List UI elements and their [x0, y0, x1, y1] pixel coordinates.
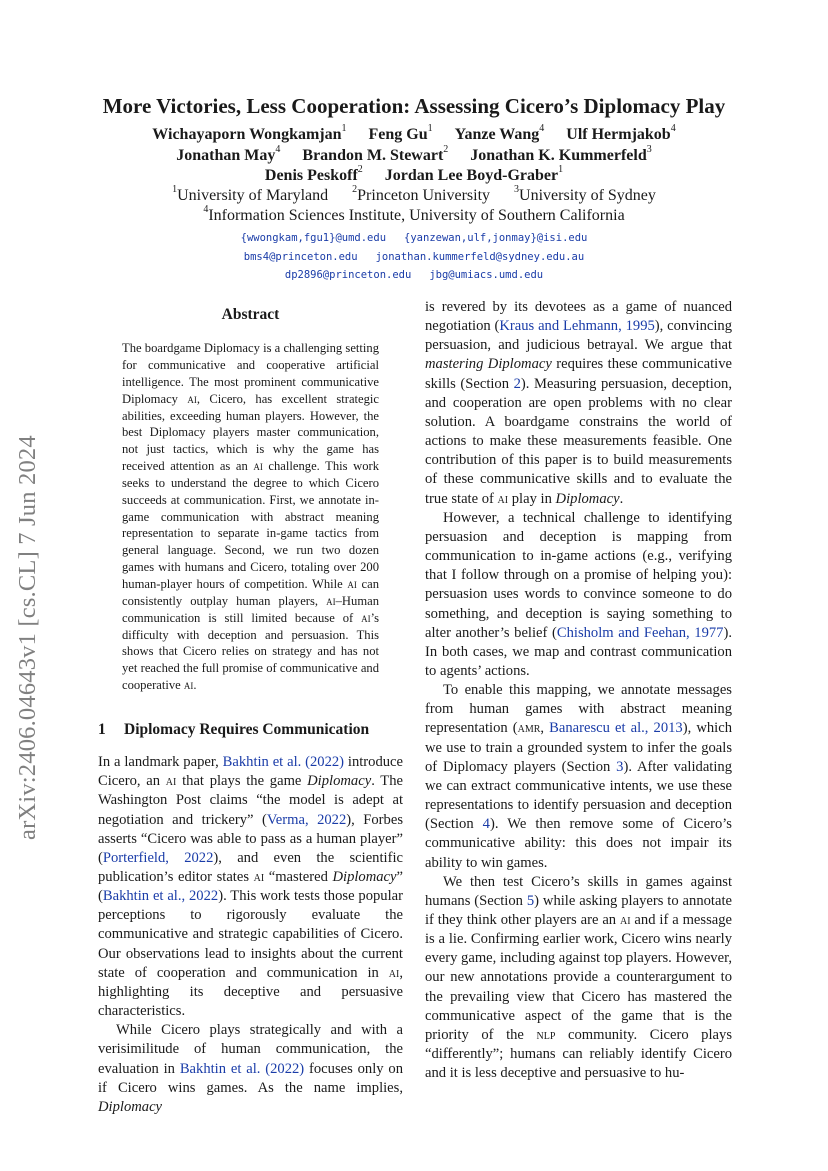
text-run: ), which we use to train a grounded system to infer the goals of Diplomacy players (Section: [425, 720, 732, 775]
affiliation-line-1: [0, 184, 828, 205]
text-run: ). This work tests those popular perceptions to rigorously evaluate the communicative and strategic capabilities of Cicero. Our observations lead to insights about the current state of cooperation and communication in: [98, 888, 403, 981]
text-run: , Cicero, has excellent strategic abilities, exceeding human players. However, the best Diplomacy players master communication, not just tactics, which is why the game has received attention as an: [122, 391, 380, 474]
text-run: that plays the game: [176, 773, 308, 790]
citation-link[interactable]: Bakhtin et al. (2022): [222, 754, 345, 771]
text-run: “mastered: [264, 868, 333, 885]
author-name: [470, 144, 652, 164]
text-run: challenge. This work seeks to understand the degree to which Cicero succeeds at communication. First, we annotate in-game communication with abstract meaning representation to separate in-game tactics from general language. Second, we run two dozen games with humans and Cicero, totaling over 200 human-player hours of competition. While: [122, 459, 379, 591]
author-superscript: 3: [646, 144, 652, 155]
text-run: introduce Cicero, an: [98, 754, 404, 790]
email-line-1: [0, 232, 828, 244]
author-name-text: Feng Gu: [368, 126, 428, 143]
citation-link[interactable]: 3: [616, 758, 624, 775]
acronym: ai: [619, 912, 631, 928]
author-line-3: [0, 164, 828, 185]
paragraph: [425, 873, 732, 1084]
affiliation-name: University of Sydney: [519, 187, 656, 204]
citation-link[interactable]: 2: [513, 375, 521, 392]
email-address: bms4@princeton.edu: [243, 251, 358, 263]
affiliation-name: Information Sciences Institute, University of Southern California: [208, 207, 625, 224]
right-body-text: [425, 298, 732, 1083]
left-column: [98, 298, 403, 1117]
text-run: ” (: [98, 868, 403, 905]
text-run: We then test Cicero’s skills in games against humans (Section: [425, 873, 732, 909]
text-run: focuses only on if Cicero wins games. As the name implies,: [98, 1060, 403, 1096]
citation-link[interactable]: Bakhtin et al., 2022: [102, 888, 219, 905]
acronym: ai: [388, 964, 400, 981]
citation-link[interactable]: Chisholm and Feehan, 1977: [556, 624, 724, 641]
author-name-text: Denis Peskoff: [264, 167, 358, 184]
affiliation-line-2: [0, 204, 828, 225]
author-name: [368, 123, 433, 143]
author-superscript: 1: [427, 123, 433, 134]
email-line-2: [0, 251, 828, 263]
section-title: Diplomacy Requires Communication: [124, 720, 370, 738]
author-name: [384, 164, 564, 184]
email-address: {yanzewan,ulf,jonmay}@isi.edu: [404, 232, 588, 244]
emphasis: Diplomacy: [332, 868, 397, 885]
text-run: play in: [508, 490, 556, 507]
email-address: jbg@umiacs.umd.edu: [429, 269, 544, 281]
text-run: ), convincing persuasion, and judicious betrayal. We argue that: [425, 318, 732, 354]
affiliation-name: University of Maryland: [177, 187, 329, 204]
text-run: While Cicero plays strategically and with a verisimilitude of human communication, the evaluation in: [98, 1022, 403, 1077]
text-run: In a landmark paper,: [98, 754, 223, 771]
text-run: ’s difficulty with deception and persuasion. This shows that Cicero relies on strategy and has not yet reached the full promise of communicative and cooperative: [122, 610, 379, 693]
author-superscript: 2: [443, 144, 449, 155]
citation-link[interactable]: 4: [482, 816, 490, 833]
affiliation: [172, 184, 329, 204]
author-superscript: 1: [341, 123, 347, 134]
author-name: [152, 123, 347, 143]
paragraph: [425, 681, 732, 873]
citation-link[interactable]: Banarescu et al., 2013: [549, 720, 683, 737]
paragraph: [98, 753, 403, 1021]
emphasis: Diplomacy: [307, 773, 372, 790]
text-run: requires these communicative skills (Section: [425, 356, 732, 392]
author-name-text: Yanze Wang: [454, 126, 540, 143]
acronym: nlp: [536, 1026, 556, 1043]
abstract-body: [122, 340, 379, 694]
acronym: ai: [347, 576, 357, 591]
paragraph: [425, 509, 732, 681]
author-name: [454, 123, 545, 143]
text-run: .: [193, 678, 197, 693]
acronym: ai: [253, 459, 263, 474]
paragraph: [425, 298, 732, 509]
text-run: ). In both cases, we map and contrast communication to agents’ actions.: [425, 624, 732, 679]
text-run: and if a message is a lie. Confirming earlier work, Cicero wins nearly every game, including against top players. However, our new annotations provide a counterargument to the prevailing view that Cicero has mastered the communicative aspect of the game that is the priority of the: [425, 912, 733, 1043]
affiliation-superscript: 3: [514, 184, 520, 195]
text-run: The boardgame Diplomacy is a challenging setting for communicative and cooperative artificial intelligence. The most prominent communicative Diplomacy: [122, 341, 379, 406]
text-run: , highlighting its deceptive and persuasive characteristics.: [98, 964, 403, 1020]
citation-link[interactable]: Porterfield, 2022: [102, 849, 214, 866]
affiliation: [514, 184, 656, 204]
author-name-text: Jordan Lee Boyd-Graber: [384, 167, 559, 184]
author-superscript: 4: [539, 123, 545, 134]
email-line-3: [0, 269, 828, 281]
author-line-2: [0, 144, 828, 165]
acronym: ai: [253, 868, 265, 885]
acronym: ai: [183, 678, 194, 693]
left-body-text: [98, 753, 403, 1117]
citation-link[interactable]: Kraus and Lehmann, 1995: [499, 318, 655, 335]
acronym: ai: [497, 490, 509, 507]
text-run: ,: [540, 720, 550, 737]
text-run: However, a technical challenge to identifying persuasion and deception is mapping from communication to in-game actions (e.g., verifying that I follow through on a promise of helping you): persuasion uses words to convince someone to do something, and deception is saying something to alter another’s belief (: [425, 509, 732, 641]
affiliation: [352, 184, 491, 204]
text-run: .: [619, 490, 624, 507]
paragraph: [98, 1021, 403, 1117]
email-address: {wwongkam,fgu1}@umd.edu: [240, 232, 387, 244]
author-name: [176, 144, 281, 164]
text-run: To enable this mapping, we annotate messages from human games with abstract meaning representation (: [425, 682, 732, 737]
emphasis: mastering Diplomacy: [425, 356, 552, 373]
affiliation-name: Princeton University: [357, 187, 491, 204]
text-run: can consistently outplay human players,: [122, 576, 379, 608]
paper-title: More Victories, Less Cooperation: Assessing Cicero’s Diplomacy Play: [102, 94, 726, 118]
citation-link[interactable]: 5: [526, 892, 535, 909]
text-run: ), Forbes asserts “Cicero was able to pass as a human player” (: [98, 811, 403, 866]
acronym: ai: [361, 610, 371, 625]
email-address: dp2896@princeton.edu: [284, 269, 412, 281]
section-1-heading: [98, 720, 403, 739]
text-run: ). We then remove some of Cicero’s communicative ability: this does not impair its ability to win games.: [425, 816, 732, 871]
section-number: 1: [98, 720, 106, 738]
author-superscript: 2: [357, 164, 363, 175]
citation-link[interactable]: Bakhtin et al. (2022): [179, 1060, 305, 1077]
author-name-text: Jonathan K. Kummerfeld: [470, 147, 647, 164]
text-run: ) while asking players to annotate if they think other players are an: [425, 892, 732, 928]
text-run: ). After validating we can extract communicative intents, we use these representations to identify persuasion and deception (Section: [425, 758, 732, 833]
emphasis: Diplomacy: [555, 490, 620, 507]
emphasis: Diplomacy: [98, 1098, 163, 1115]
author-name-text: Brandon M. Stewart: [302, 147, 444, 164]
text-run: ), and even the scientific publication’s editor states: [98, 849, 403, 885]
text-run: community. Cicero plays “differently”; humans can reliably identify Cicero and it is less deceptive and persuasive to hu-: [425, 1026, 732, 1082]
text-run: –Human communication is still limited because of: [122, 593, 379, 625]
author-superscript: 4: [275, 144, 281, 155]
author-superscript: 1: [558, 164, 564, 175]
citation-link[interactable]: Verma, 2022: [266, 811, 347, 828]
email-address: jonathan.kummerfeld@sydney.edu.au: [375, 251, 585, 263]
acronym: ai: [187, 391, 197, 406]
author-name: [264, 164, 363, 184]
acronym: ai: [165, 773, 177, 790]
acronym: ai: [326, 593, 336, 608]
abstract-heading: Abstract: [221, 306, 280, 323]
affiliation-superscript: 4: [203, 204, 209, 215]
author-name: [566, 123, 676, 143]
author-name-text: Wichayaporn Wongkamjan: [152, 126, 342, 143]
affiliation-superscript: 2: [352, 184, 358, 195]
author-name: [302, 144, 449, 164]
text-run: is revered by its devotees as a game of nuanced negotiation (: [425, 299, 732, 335]
author-name-text: Jonathan May: [176, 147, 276, 164]
text-run: ). Measuring persuasion, deception, and cooperation are open problems with no clear solution. A boardgame constrains the world of actions to make these measurements feasible. One contribution of this paper is to build measurements of these communicative skills and to evaluate the true state of: [425, 375, 732, 507]
right-column: [425, 298, 732, 1083]
author-name-text: Ulf Hermjakob: [566, 126, 671, 143]
arxiv-identifier: arXiv:2406.04643v1 [cs.CL] 7 Jun 2024: [14, 435, 41, 840]
author-superscript: 4: [670, 123, 676, 134]
author-line-1: [0, 123, 828, 144]
acronym: amr: [517, 720, 541, 737]
text-run: . The Washington Post claims “the model is adept at negotiation and trickery” (: [98, 773, 403, 828]
affiliation-superscript: 1: [172, 184, 178, 195]
